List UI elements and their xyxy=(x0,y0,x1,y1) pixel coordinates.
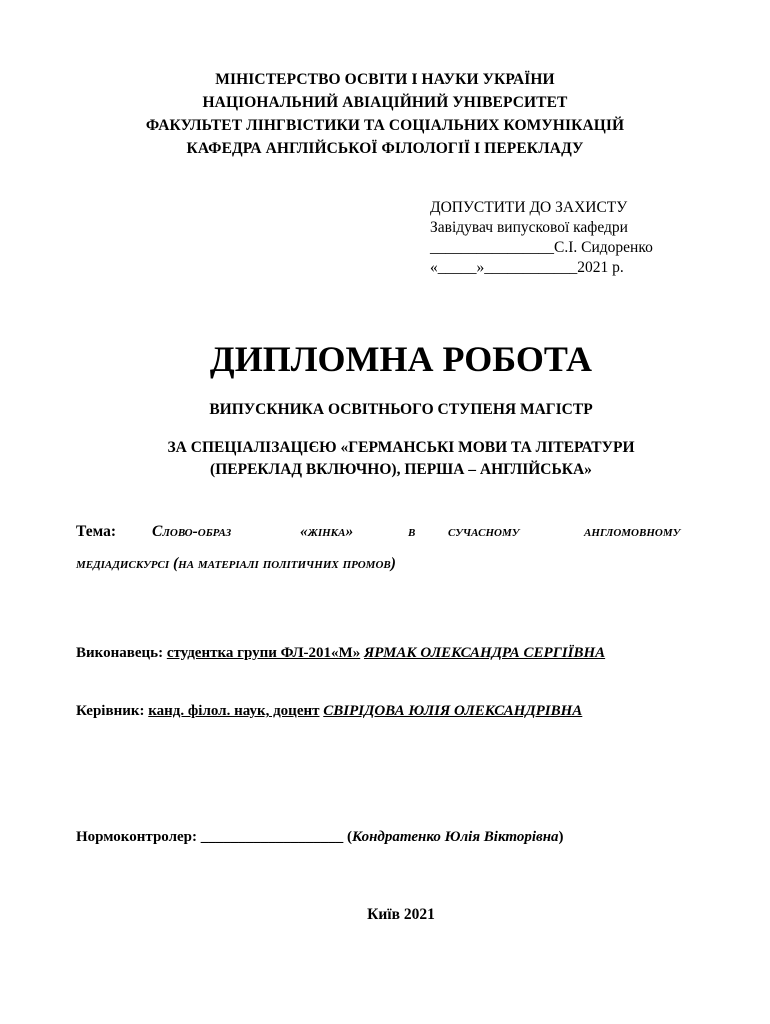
faculty-line: ФАКУЛЬТЕТ ЛІНГВІСТИКИ ТА СОЦІАЛЬНИХ КОМУНІКАЦІЙ xyxy=(145,117,625,134)
normcontroller-signature-blank: ___________________ xyxy=(200,829,344,845)
ministry-line: МІНІСТЕРСТВО ОСВІТИ І НАУКИ УКРАЇНИ xyxy=(215,71,555,88)
university-line: НАЦІОНАЛЬНИЙ АВІАЦІЙНИЙ УНІВЕРСИТЕТ xyxy=(202,94,568,111)
performer-position: студентка групи ФЛ-201«М» xyxy=(166,645,361,661)
normcontroller-name: Кондратенко Юлія Вікторівна xyxy=(352,829,559,845)
degree-line: ВИПУСКНИКА ОСВІТНЬОГО СТУПЕНЯ МАГІСТР xyxy=(209,401,593,418)
topic-word: сучасному xyxy=(448,523,520,540)
approval-signature: ________________С.І. Сидоренко xyxy=(430,239,653,256)
specialization-line-2: (ПЕРЕКЛАД ВКЛЮЧНО), ПЕРША – АНГЛІЙСЬКА» xyxy=(210,461,592,478)
normcontroller-close-paren: ) xyxy=(558,829,564,845)
approval-date: «_____»____________2021 р. xyxy=(430,259,624,276)
specialization-line-1: ЗА СПЕЦІАЛІЗАЦІЄЮ «ГЕРМАНСЬКІ МОВИ ТА ЛІТЕРАТУРИ xyxy=(167,439,635,456)
approval-block xyxy=(430,198,750,278)
normcontroller-line xyxy=(76,826,564,848)
specialization-block xyxy=(0,437,770,481)
supervisor-line xyxy=(76,700,582,722)
institution-header xyxy=(0,68,770,160)
topic-word: «жінка» xyxy=(300,523,354,540)
topic-line-2: медіадискурсі (на матеріалі політичних промов) xyxy=(76,555,396,572)
topic-word: англомовному xyxy=(584,523,681,540)
normcontroller-label: Нормоконтролер: xyxy=(76,829,197,845)
department-line: КАФЕДРА АНГЛІЙСЬКОЇ ФІЛОЛОГІЇ І ПЕРЕКЛАДУ xyxy=(186,140,584,157)
performer-label: Виконавець: xyxy=(76,645,164,661)
performer-line xyxy=(76,642,605,664)
normcontroller-open-paren: ( xyxy=(347,829,352,845)
supervisor-name: СВІРІДОВА ЮЛІЯ ОЛЕКСАНДРІВНА xyxy=(323,703,583,719)
topic-word: Слово-образ xyxy=(152,523,232,540)
supervisor-label: Керівник: xyxy=(76,703,145,719)
approval-role: Завідувач випускової кафедри xyxy=(430,219,628,236)
approval-heading: ДОПУСТИТИ ДО ЗАХИСТУ xyxy=(430,199,628,216)
topic-word: в xyxy=(408,523,416,540)
city-year: Київ 2021 xyxy=(367,906,435,923)
supervisor-position: канд. філол. наук, доцент xyxy=(148,703,320,719)
topic-label: Тема: xyxy=(76,523,116,540)
performer-name: ЯРМАК ОЛЕКСАНДРА СЕРГІЇВНА xyxy=(363,645,606,661)
document-title: ДИПЛОМНА РОБОТА xyxy=(209,339,593,379)
topic-line-1 xyxy=(76,520,734,544)
